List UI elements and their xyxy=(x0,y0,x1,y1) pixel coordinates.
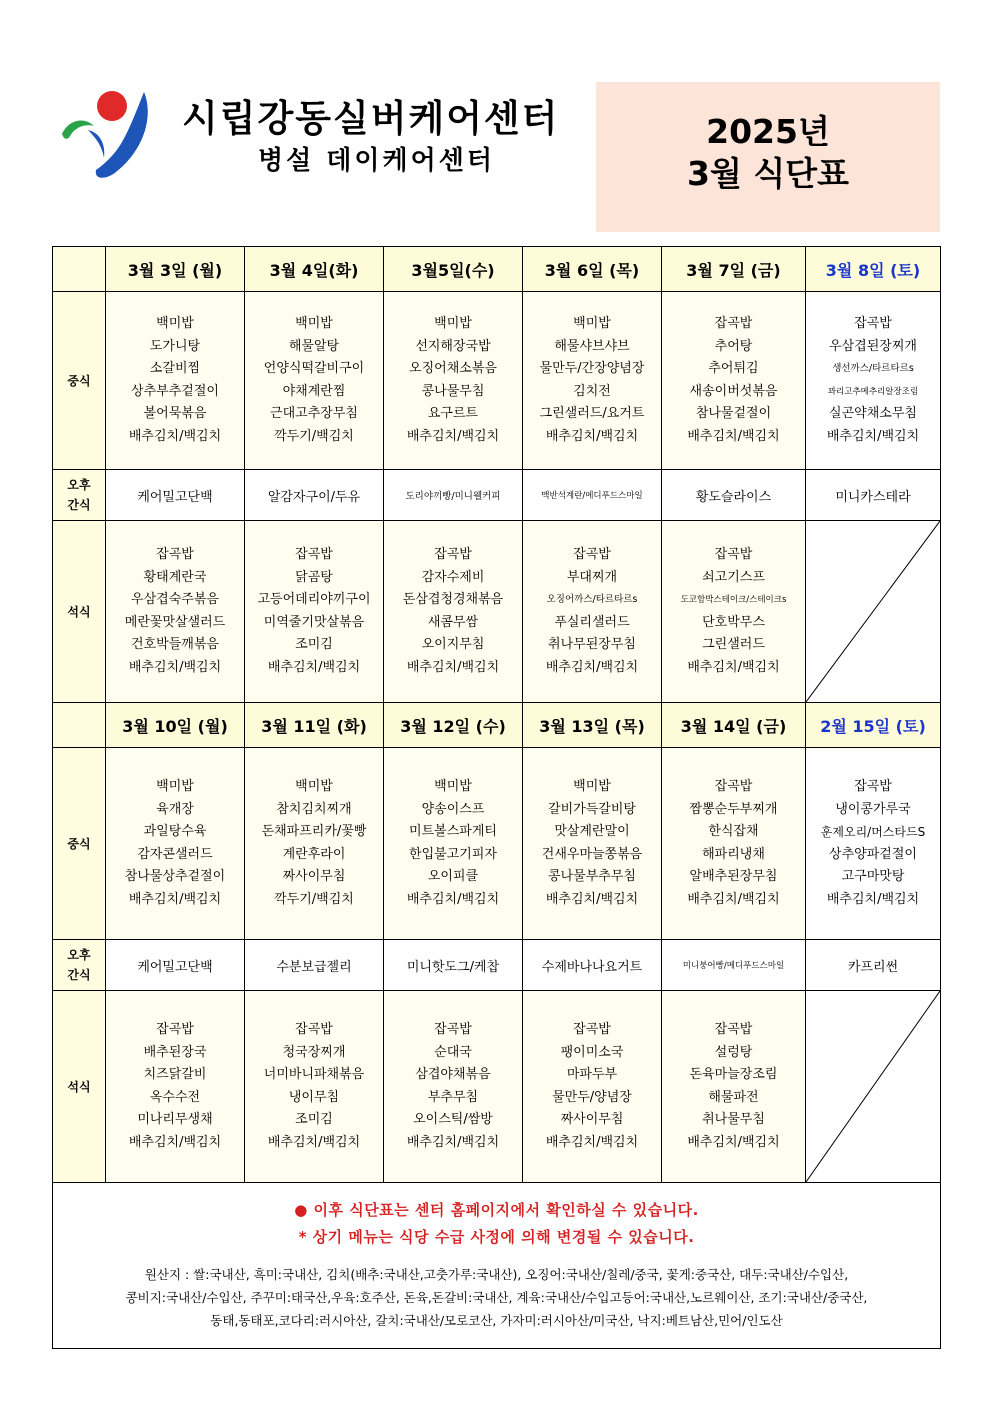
menu-item: 과일탕수육 xyxy=(143,824,207,839)
empty-slash-cell xyxy=(806,521,941,703)
menu-item: 백미밥 xyxy=(573,316,611,331)
menu-item: 부대찌개 xyxy=(566,569,618,585)
snack-label xyxy=(53,940,106,991)
menu-item: 짜사이무침 xyxy=(282,869,346,884)
menu-item: 잡곡밥 xyxy=(714,316,753,331)
menu-item: 백미밥 xyxy=(434,779,472,794)
menu-item: 배추김치/백김치 xyxy=(406,428,500,444)
menu-item: 푸실리샐러드 xyxy=(554,614,630,630)
menu-item: 해파리냉채 xyxy=(702,846,765,862)
meal-cell xyxy=(523,521,662,703)
snack-cell: 알감자구이/두유 xyxy=(245,470,384,521)
menu-item: 배추김치/백김치 xyxy=(545,891,639,907)
meal-cell xyxy=(662,991,806,1183)
menu-item: 돈삼겹청경채볶음 xyxy=(402,592,504,607)
week1-dinner-row xyxy=(53,521,941,703)
meal-cell xyxy=(662,521,806,703)
menu-item: 깍두기/백김치 xyxy=(274,891,354,907)
menu-item: 너미바니파채볶음 xyxy=(263,1067,365,1082)
menu-item: 고등어데리야끼구이 xyxy=(257,592,371,607)
menu-item: 설렁탕 xyxy=(714,1044,753,1060)
snack-cell: 케어밀고단백 xyxy=(106,470,245,521)
menu-item: 닭곰탕 xyxy=(295,569,333,585)
origin-info xyxy=(53,1263,940,1332)
menu-item: 단호박무스 xyxy=(702,614,765,630)
menu-item: 잡곡밥 xyxy=(714,779,753,794)
org-subtitle: 병설 데이케어센터 xyxy=(258,146,495,176)
menu-item: 짬뽕순두부찌개 xyxy=(689,801,778,817)
menu-item: 볼어묵볶음 xyxy=(143,406,207,421)
date-cell: 3월 11일 (화) xyxy=(245,703,384,748)
menu-item: 취나무된장무침 xyxy=(548,637,636,652)
menu-item: 청국장찌개 xyxy=(282,1044,346,1060)
origin-line: 콩비지:국내산/수입산, 주꾸미:태국산,우육:호주산, 돈육,돈갈비:국내산, 계육:국내산/수입고등어:국내산,노르웨이산, 조기:국내산/중국산, xyxy=(125,1290,868,1305)
menu-item: 생선까스/타르타르s xyxy=(832,363,914,374)
meal-cell xyxy=(384,521,523,703)
menu-item: 오이스틱/쌈방 xyxy=(413,1112,493,1127)
date-cell: 3월 10일 (월) xyxy=(106,703,245,748)
menu-item: 잡곡밥 xyxy=(295,1022,333,1037)
origin-line: 동태,동태포,코다리:러시아산, 갈치:국내산/모로코산, 가자미:러시아산/미국산, 낙지:베트남산,민어/인도산 xyxy=(210,1313,783,1328)
week1-lunch-row xyxy=(53,292,941,470)
menu-item: 잡곡밥 xyxy=(854,779,892,794)
menu-item: 취나물무침 xyxy=(702,1112,765,1127)
date-cell: 3월 14일 (금) xyxy=(662,703,806,748)
menu-item: 잡곡밥 xyxy=(714,1022,753,1037)
menu-item: 잡곡밥 xyxy=(854,316,892,331)
menu-item: 백미밥 xyxy=(156,779,194,794)
dinner-label: 석식 xyxy=(53,521,106,703)
menu-item: 선지해장국밥 xyxy=(415,338,491,354)
snack-cell: 수분보급젤리 xyxy=(245,940,384,991)
menu-item: 건호박들깨볶음 xyxy=(131,637,219,652)
menu-item: 배추김치/백김치 xyxy=(267,659,361,675)
date-cell-saturday: 3월 8일 (토) xyxy=(806,247,941,292)
week2-dinner-row xyxy=(53,991,941,1183)
menu-item: 참나물겉절이 xyxy=(695,406,772,421)
menu-item: 콩나물무침 xyxy=(421,383,485,399)
title-year: 2025년 xyxy=(706,112,830,151)
week1-snack-row xyxy=(53,470,941,521)
meal-cell xyxy=(245,521,384,703)
snack-cell: 맥반석계란/메디푸드스마일 xyxy=(523,470,662,521)
snack-label-line: 간식 xyxy=(67,968,91,982)
snack-cell: 황도슬라이스 xyxy=(662,470,806,521)
menu-item: 배추김치/백김치 xyxy=(687,428,780,444)
menu-item: 냉이콩가루국 xyxy=(835,801,911,817)
menu-item: 고구마맛탕 xyxy=(841,869,905,884)
meal-cell xyxy=(245,991,384,1183)
snack-cell: 수제바나나요거트 xyxy=(523,940,662,991)
snack-label-line: 간식 xyxy=(67,498,91,512)
menu-item: 도가니탕 xyxy=(149,338,201,354)
menu-item: 쇠고기스프 xyxy=(702,569,765,585)
menu-item: 배추김치/백김치 xyxy=(267,1134,361,1150)
diagonal-slash xyxy=(806,991,940,1182)
menu-item: 감자콘샐러드 xyxy=(137,846,213,862)
corner-cell xyxy=(53,247,106,292)
meal-cell xyxy=(384,748,523,940)
menu-item: 조미김 xyxy=(295,1112,333,1127)
menu-item: 도코함박스테이크/스테이크s xyxy=(680,595,787,605)
snack-cell: 미니붕어빵/메디푸드스마일 xyxy=(662,940,806,991)
menu-item: 배추김치/백김치 xyxy=(545,1134,639,1150)
menu-item: 잡곡밥 xyxy=(573,547,611,562)
week2-lunch-row xyxy=(53,748,941,940)
meal-cell xyxy=(806,292,941,470)
menu-item: 야채계란찜 xyxy=(282,383,346,399)
meal-cell xyxy=(662,748,806,940)
menu-item: 배추김치/백김치 xyxy=(406,659,500,675)
menu-item: 상추부추겉절이 xyxy=(131,383,219,399)
notice-menu-change: * 상기 메뉴는 식당 수급 사정에 의해 변경될 수 있습니다. xyxy=(298,1228,695,1246)
menu-item: 배추김치/백김치 xyxy=(545,428,639,444)
menu-item: 알배추된장무침 xyxy=(689,869,778,884)
menu-item: 배추김치/백김치 xyxy=(687,1134,780,1150)
menu-item: 잡곡밥 xyxy=(156,1022,194,1037)
menu-item: 마파두부 xyxy=(566,1067,618,1082)
date-cell: 3월 4일(화) xyxy=(245,247,384,292)
snack-cell: 케어밀고단백 xyxy=(106,940,245,991)
snack-cell: 미니핫도그/케찹 xyxy=(384,940,523,991)
snack-cell: 도리야끼빵/미니웰커피 xyxy=(384,470,523,521)
menu-item: 돈육마늘장조림 xyxy=(689,1067,778,1082)
menu-item: 우삼겹된장찌개 xyxy=(829,338,917,354)
date-cell: 3월 7일 (금) xyxy=(662,247,806,292)
snack-label-line: 오후 xyxy=(67,478,91,492)
menu-item: 참치김치찌개 xyxy=(276,801,352,817)
date-cell: 3월 3일 (월) xyxy=(106,247,245,292)
menu-item: 배추김치/백김치 xyxy=(128,1134,222,1150)
menu-item: 콩나물부추무침 xyxy=(548,869,636,884)
title-main: 3월 식단표 xyxy=(687,154,849,193)
menu-item: 백미밥 xyxy=(295,779,333,794)
menu-item: 부추무침 xyxy=(427,1089,479,1105)
meal-cell xyxy=(523,292,662,470)
menu-item: 상추양파겉절이 xyxy=(829,846,917,862)
org-name: 시립강동실버케어센터 xyxy=(182,97,560,140)
menu-item: 황태계란국 xyxy=(143,569,207,585)
menu-item: 실곤약채소무침 xyxy=(829,406,917,421)
menu-item: 배추김치/백김치 xyxy=(128,659,222,675)
menu-item: 해물샤브샤브 xyxy=(554,338,630,354)
snack-label xyxy=(53,470,106,521)
menu-item: 미트볼스파게티 xyxy=(409,824,497,839)
menu-item: 백미밥 xyxy=(295,316,333,331)
menu-item: 물만두/간장양념장 xyxy=(539,361,645,376)
menu-item: 미역줄기맛살볶음 xyxy=(263,614,365,630)
menu-item: 잡곡밥 xyxy=(434,547,472,562)
menu-item: 순대국 xyxy=(434,1044,472,1060)
menu-item: 배추김치/백김치 xyxy=(406,891,500,907)
meal-cell xyxy=(245,748,384,940)
menu-item: 육개장 xyxy=(156,801,194,817)
meal-cell xyxy=(662,292,806,470)
meal-cell xyxy=(384,991,523,1183)
menu-item: 해물파전 xyxy=(708,1089,759,1105)
menu-item: 그린샐러드 xyxy=(702,637,765,652)
menu-item: 잡곡밥 xyxy=(295,547,333,562)
menu-item: 추어튀김 xyxy=(708,361,759,376)
date-cell: 3월 13일 (목) xyxy=(523,703,662,748)
menu-item: 잡곡밥 xyxy=(573,1022,611,1037)
menu-item: 배추김치/백김치 xyxy=(826,428,920,444)
menu-item: 옥수수전 xyxy=(149,1089,201,1105)
menu-item: 냉이무침 xyxy=(288,1089,340,1105)
snack-cell: 카프리썬 xyxy=(806,940,941,991)
corner-cell xyxy=(53,703,106,748)
menu-item: 돈채파프리카/꽃빵 xyxy=(261,824,367,839)
menu-item: 배추김치/백김치 xyxy=(128,891,222,907)
meal-cell xyxy=(106,521,245,703)
notice-homepage: ● 이후 식단표는 센터 홈페이지에서 확인하실 수 있습니다. xyxy=(294,1201,699,1219)
menu-item: 배추김치/백김치 xyxy=(826,891,920,907)
menu-item: 배추김치/백김치 xyxy=(687,659,780,675)
menu-item: 잡곡밥 xyxy=(156,547,194,562)
menu-item: 맛살계란말이 xyxy=(554,824,630,839)
menu-item: 우삼겹숙주볶음 xyxy=(131,592,219,607)
menu-item: 해물알탕 xyxy=(288,338,340,354)
menu-item: 꽈리고추메추리알장조림 xyxy=(827,386,919,397)
menu-table xyxy=(52,246,941,1349)
menu-item: 배추김치/백김치 xyxy=(545,659,639,675)
meal-cell xyxy=(523,748,662,940)
menu-item: 추어탕 xyxy=(714,338,753,354)
snack-cell: 미니카스테라 xyxy=(806,470,941,521)
menu-item: 짜사이무침 xyxy=(560,1112,624,1127)
menu-item: 배추김치/백김치 xyxy=(687,891,780,907)
diagonal-slash xyxy=(806,521,940,702)
lunch-label: 중식 xyxy=(53,748,106,940)
menu-item: 훈제오리/머스타드S xyxy=(820,825,926,839)
menu-item: 오이지무침 xyxy=(421,637,485,652)
menu-item: 김치전 xyxy=(573,383,611,399)
menu-item: 배추된장국 xyxy=(143,1044,207,1060)
week2-snack-row xyxy=(53,940,941,991)
menu-item: 백미밥 xyxy=(573,779,611,794)
menu-item: 근대고추장무침 xyxy=(270,406,358,421)
menu-item: 깍두기/백김치 xyxy=(274,428,354,444)
meal-cell xyxy=(106,991,245,1183)
menu-item: 백미밥 xyxy=(434,316,472,331)
menu-item: 백미밥 xyxy=(156,316,194,331)
date-cell: 3월 12일 (수) xyxy=(384,703,523,748)
menu-item: 배추김치/백김치 xyxy=(406,1134,500,1150)
menu-item: 잡곡밥 xyxy=(714,547,753,562)
menu-item: 건새우마늘쫑볶음 xyxy=(541,846,643,862)
menu-item: 소갈비찜 xyxy=(149,361,201,376)
meal-cell xyxy=(523,991,662,1183)
menu-item: 갈비가득갈비탕 xyxy=(548,801,636,817)
menu-item: 팽이미소국 xyxy=(560,1044,624,1060)
menu-item: 계란후라이 xyxy=(282,846,346,862)
week1-date-row xyxy=(53,247,941,292)
meal-cell xyxy=(806,748,941,940)
menu-item: 양송이스프 xyxy=(421,801,485,817)
meal-cell xyxy=(106,748,245,940)
menu-item: 감자수제비 xyxy=(421,569,485,585)
date-cell: 3월5일(수) xyxy=(384,247,523,292)
menu-item: 미나리무생채 xyxy=(137,1112,213,1127)
menu-item: 새콤무쌈 xyxy=(427,614,479,630)
menu-item: 삼겹야채볶음 xyxy=(415,1067,491,1082)
menu-item: 치즈닭갈비 xyxy=(143,1067,207,1082)
origin-line: 원산지 : 쌀:국내산, 흑미:국내산, 김치(배추:국내산,고춧가루:국내산), 오징어:국내산/칠레/중국, 꽃게:중국산, 대두:국내산/수입산, xyxy=(144,1267,849,1282)
meal-cell xyxy=(245,292,384,470)
empty-slash-cell xyxy=(806,991,941,1183)
menu-item: 요구르트 xyxy=(427,406,479,421)
footer-cell xyxy=(53,1183,941,1349)
dinner-label: 석식 xyxy=(53,991,106,1183)
title-box xyxy=(596,82,940,232)
snack-label-line: 오후 xyxy=(67,948,91,962)
lunch-label: 중식 xyxy=(53,292,106,470)
menu-item: 언양식떡갈비구이 xyxy=(263,361,365,376)
menu-item: 배추김치/백김치 xyxy=(128,428,222,444)
menu-item: 조미김 xyxy=(295,637,333,652)
seoul-logo-icon xyxy=(58,86,158,182)
date-cell-saturday: 2월 15일 (토) xyxy=(806,703,941,748)
meal-cell xyxy=(384,292,523,470)
menu-item: 새송이버섯볶음 xyxy=(689,383,778,399)
menu-item: 메란꽃맛살샐러드 xyxy=(124,614,226,630)
menu-item: 그린샐러드/요거트 xyxy=(539,406,645,421)
menu-item: 오징어채소볶음 xyxy=(409,361,497,376)
week2-date-row xyxy=(53,703,941,748)
menu-item: 오징어까스/타르타르s xyxy=(546,594,638,605)
header xyxy=(0,0,992,240)
menu-item: 잡곡밥 xyxy=(434,1022,472,1037)
footer-row xyxy=(53,1183,941,1349)
menu-item: 오이피클 xyxy=(427,869,479,884)
menu-item: 참나물상추겉절이 xyxy=(124,869,226,884)
menu-item: 물만두/양념장 xyxy=(552,1089,632,1105)
menu-item: 한식잡채 xyxy=(708,824,759,839)
meal-cell xyxy=(106,292,245,470)
date-cell: 3월 6일 (목) xyxy=(523,247,662,292)
menu-item: 한입불고기피자 xyxy=(409,846,497,862)
